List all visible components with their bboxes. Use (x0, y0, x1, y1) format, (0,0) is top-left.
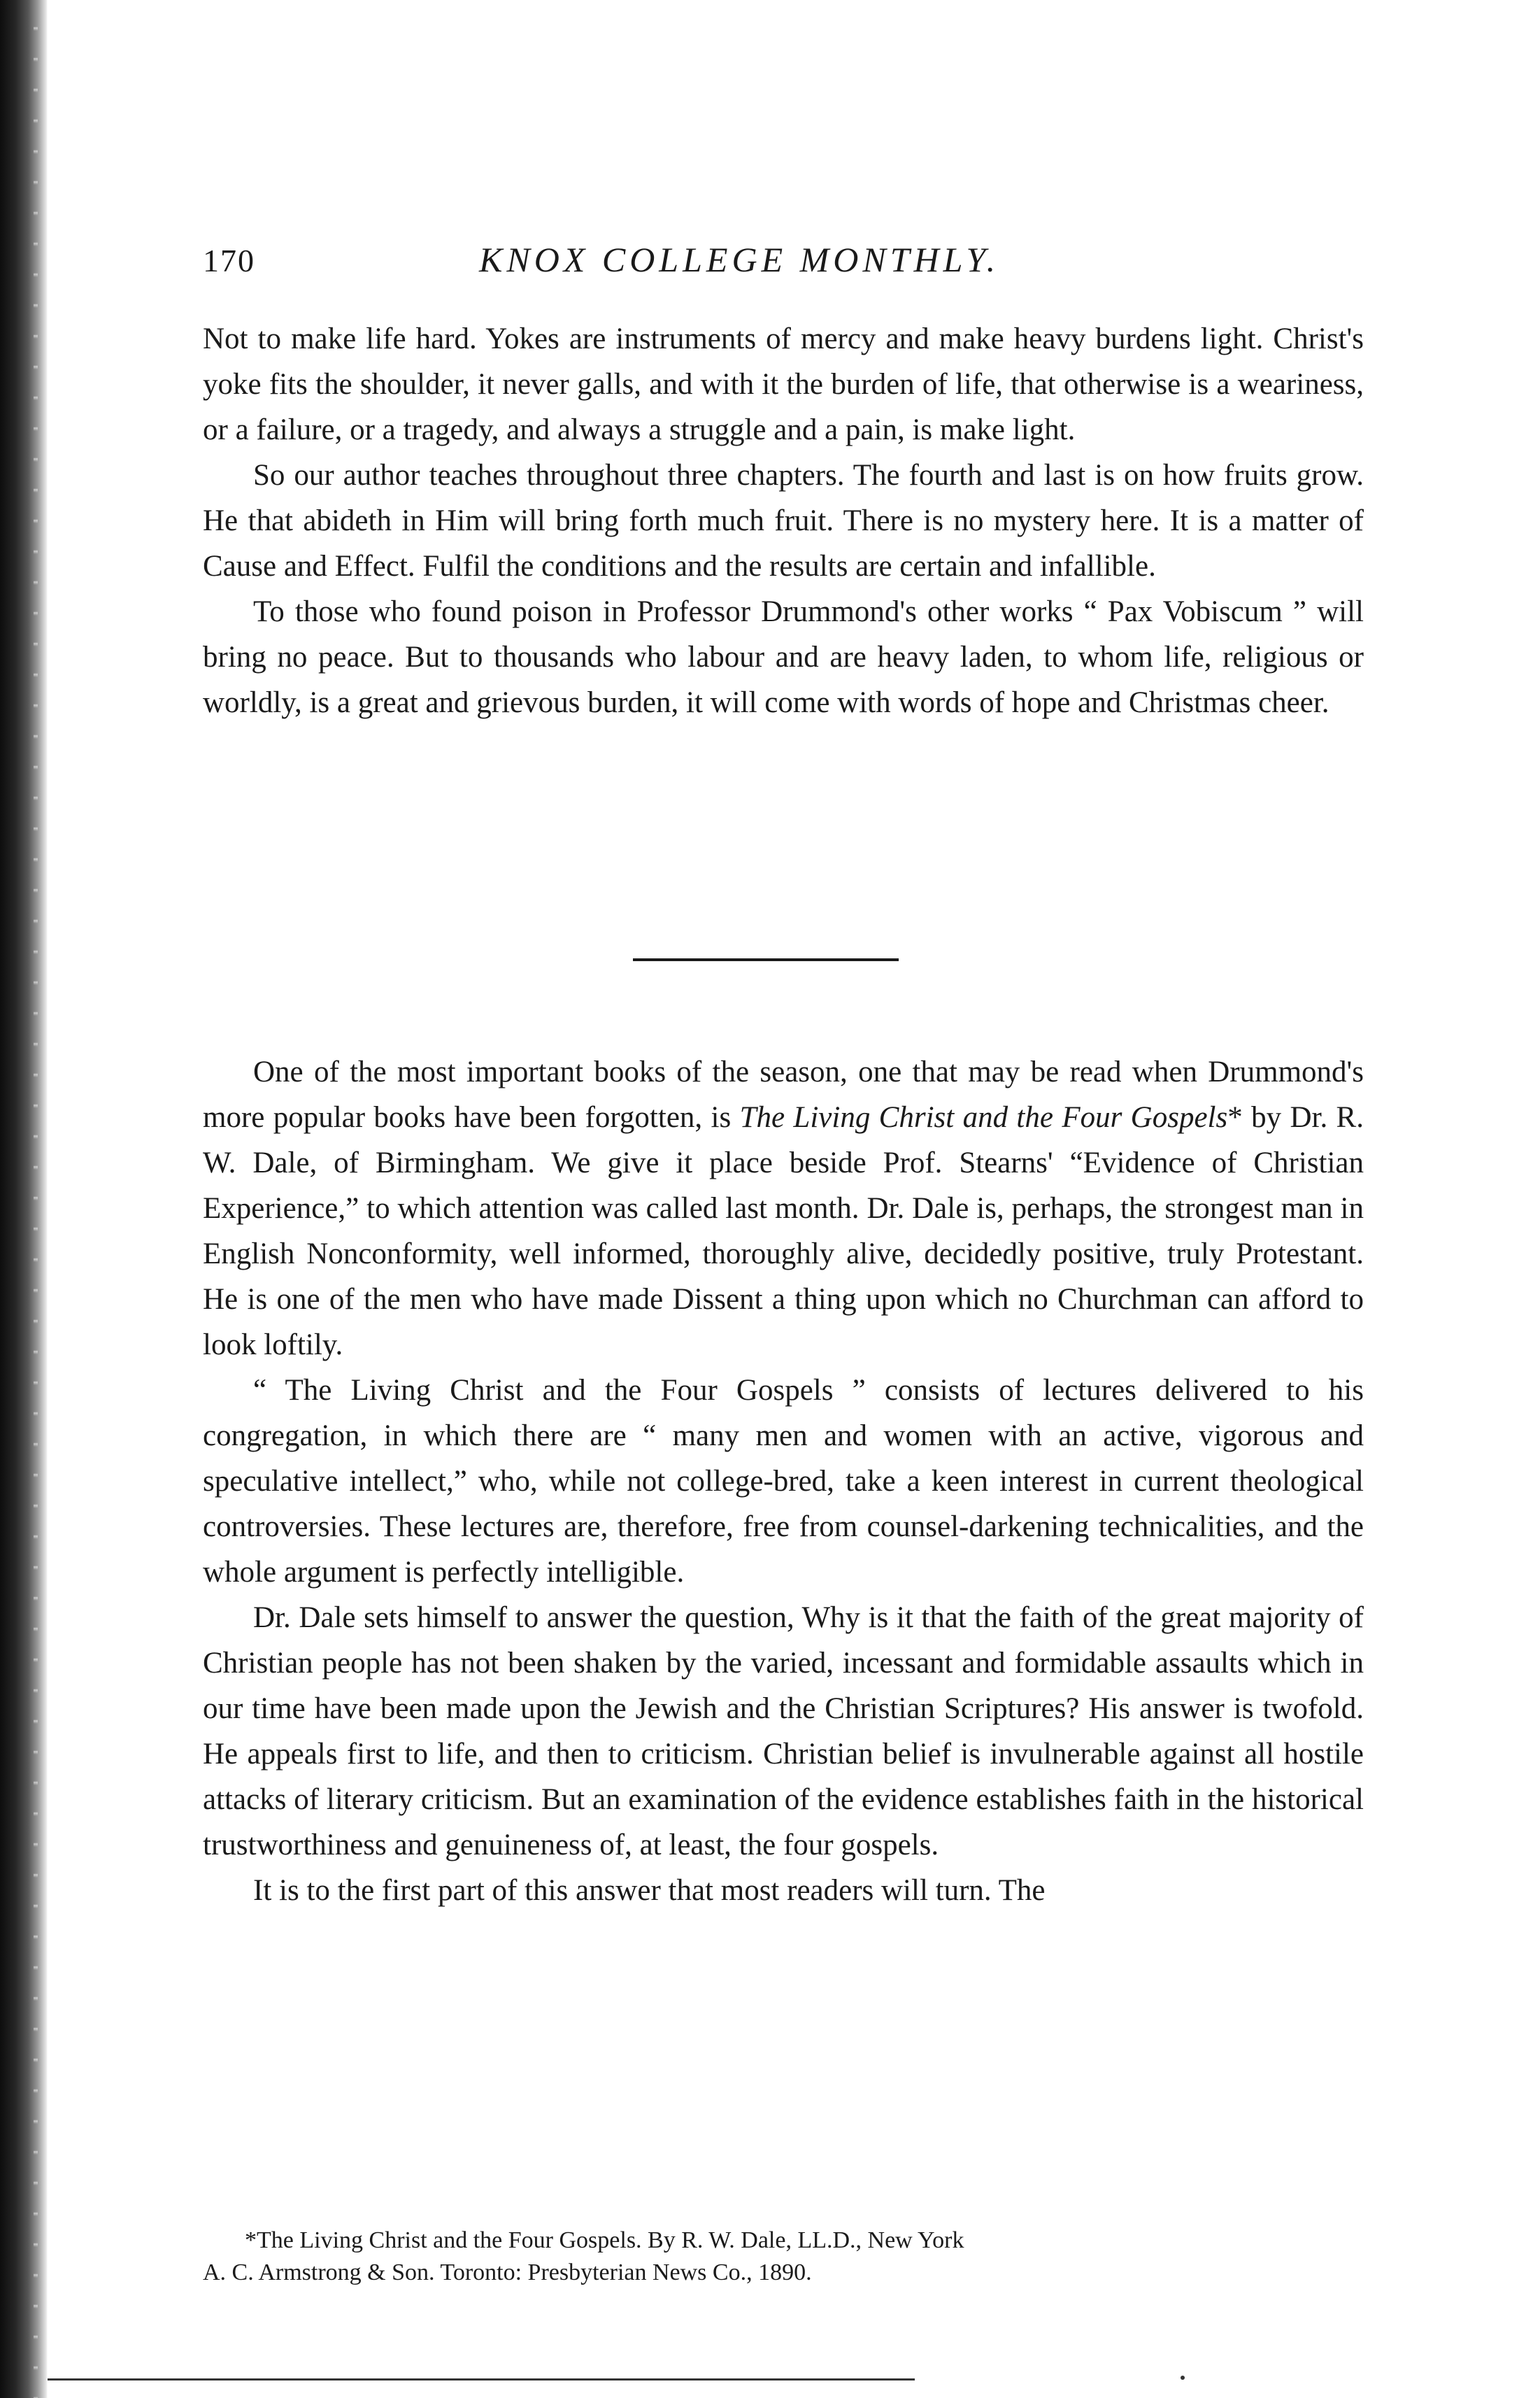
paragraph-text: One of the most important books of the season, one that may be read when Drummond's more popular books have been forgotten, is (203, 1056, 1364, 1134)
section-divider (633, 958, 899, 961)
paragraph: Not to make life hard. Yokes are instruments of mercy and make heavy burdens light. Christ's yoke fits the shoulder, it never galls, and with it the burden of life, that otherwise is a weariness, or a failure, or a tragedy, and always a struggle and a pain, is make light. (203, 322, 1364, 446)
review-continuation (203, 316, 1364, 725)
footnote-line: *The Living Christ and the Four Gospels. By R. W. Dale, LL.D., New York (245, 2227, 964, 2253)
page-number: 170 (203, 243, 255, 278)
footnote (203, 2225, 1371, 2289)
book-binding-edge (0, 0, 48, 2398)
page-header (203, 242, 1385, 291)
paragraph: “ The Living Christ and the Four Gospels ” consists of lectures delivered to his congregation, in which there are “ many men and women with an active, vigorous and speculative intellect,” who, while not college-bred, take a keen interest in current theological controversies. These lectures are, therefore, free from counsel-darkening technicalities, and the whole argument is perfectly intelligible. (203, 1374, 1364, 1589)
paragraph: It is to the first part of this answer that most readers will turn. The (253, 1874, 1046, 1907)
review-dale (203, 1049, 1364, 1913)
paragraph (203, 1049, 1364, 1368)
paragraph: To those who found poison in Professor Drummond's other works “ Pax Vobiscum ” will bring no peace. But to thousands who labour and are heavy laden, to whom life, religious or worldly, is a great and grievous burden, it will come with words of hope and Christmas cheer. (203, 595, 1364, 719)
running-title: KNOX COLLEGE MONTHLY. (479, 240, 1000, 279)
ink-speck (1181, 2376, 1185, 2380)
paragraph: Dr. Dale sets himself to answer the question, Why is it that the faith of the great majority of Christian people has not been shaken by the varied, incessant and formidable assaults which in our time have been made upon the Jewish and the Christian Scriptures? His answer is twofold. He appeals first to life, and then to criticism. Christian belief is invulnerable against all hostile attacks of literary criticism. But an examination of the evidence establishes faith in the historical trustworthiness and genuineness of, at least, the four gospels. (203, 1601, 1364, 1861)
book-title: The Living Christ and the Four Gospels (739, 1101, 1228, 1134)
paragraph-text: * by Dr. R. W. Dale, of Birmingham. We give it place beside Prof. Stearns' “Evidence of Christian Experience,” to which attention was called last month. Dr. Dale is, perhaps, the strongest man in English Nonconformity, well informed, thoroughly alive, decidedly positive, truly Protestant. He is one of the men who have made Dissent a thing upon which no Churchman can afford to look loftily. (203, 1101, 1364, 1361)
paragraph: So our author teaches throughout three chapters. The fourth and last is on how fruits grow. He that abideth in Him will bring forth much fruit. There is no mystery here. It is a matter of Cause and Effect. Fulfil the conditions and the results are certain and infallible. (203, 459, 1364, 583)
footnote-line: A. C. Armstrong & Son. Toronto: Presbyterian News Co., 1890. (203, 2259, 812, 2285)
page-bottom-rule (48, 2378, 915, 2381)
